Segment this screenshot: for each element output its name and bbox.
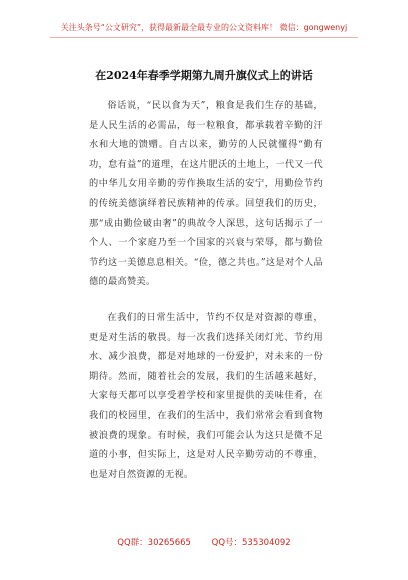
document-body [89, 96, 323, 484]
footer-qq-number: QQ号：535304092 [211, 538, 291, 548]
document-title: 在2024年春季学期第九周升旗仪式上的讲话 [95, 69, 313, 82]
footer-qq-group: QQ群：30265665 [117, 538, 191, 548]
paragraph-2: 在我们的日常生活中，节约不仅是对资源的尊重，更是对生活的敬畏。每一次我们选择关闭灯光、节约用水、减少浪费，都是对地球的一份爱护，对未来的一份期待。然而，随着社会的发展，我们的生活越来越好，大家每天都可以享受着学校和家里提供的美味佳肴，在我们的校园里，在我们的生活中，我们常常会看到食物被浪费的现象。有时候，我们可能会认为这只是微不足道的小事，但实际上，这是对人民辛勤劳动的不尊重，也是对自然资源的无视。 [89, 311, 323, 480]
header-divider [50, 37, 358, 38]
paragraph-1: 俗话说，“民以食为天”，粮食是我们生存的基础，是人民生活的必需品，每一粒粮食，都承载着辛勤的汗水和大地的馈赠。自古以来，勤劳的人民就懂得“勤有功，怠有益”的道理，在这片肥沃的土地上，一代又一代的中华儿女用辛勤的劳作换取生活的安宁，用勤俭节约的传统美德演绎着民族精神的传承。回望我们的历史，那“成由勤俭破由奢”的典故令人深思，这句话揭示了一个人、一个家庭乃至一个国家的兴衰与荣辱，都与勤俭节约这一美德息息相关。“俭，德之共也。”这是对个人品德的最高赞美。 [89, 100, 323, 288]
footer-contact [40, 537, 368, 549]
header-promo-text: 关注头条号“公文研究”，获得最新最全最专业的公文资料库！ 微信：gongwenyj [60, 23, 348, 32]
